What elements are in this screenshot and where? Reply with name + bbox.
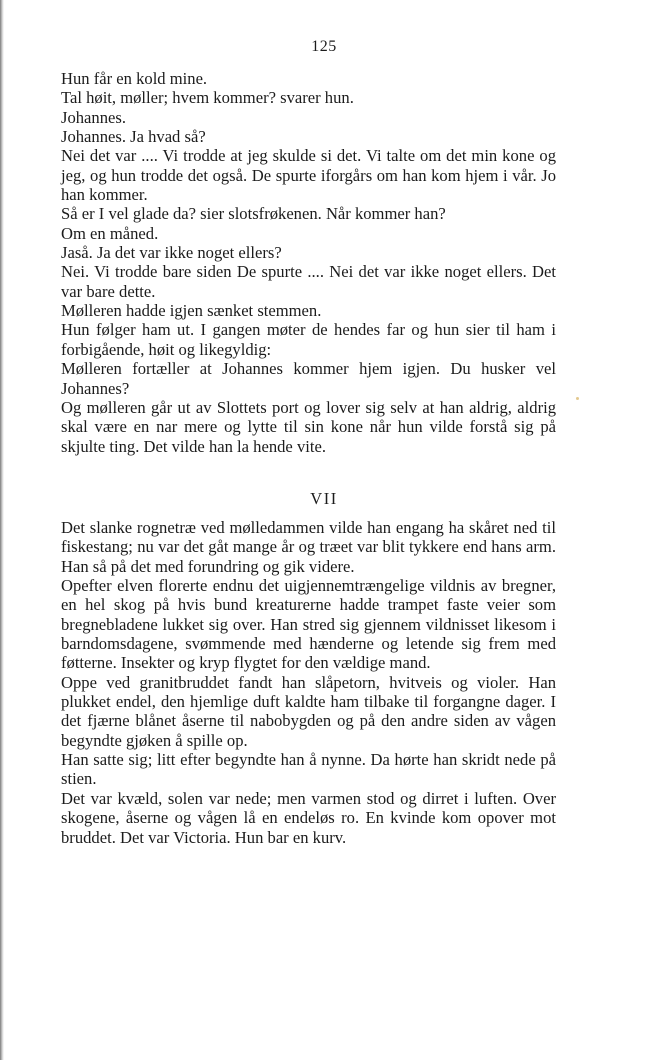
paragraph: Nei. Vi trodde bare siden De spurte .... Nei det var ikke noget ellers. Det var bare dette.: [61, 262, 556, 301]
text-section-two: [61, 518, 556, 847]
paragraph: Og mølleren går ut av Slottets port og lover sig selv at han aldrig, aldrig skal være en nar mere og lytte til sin kone når hun vilde forstå sig på skjulte ting. Det vilde han la hende vite.: [61, 397, 556, 456]
paragraph: Opefter elven florerte endnu det uigjennemtrængelige vildnis av bregner, en hel skog på hvis bund kreaturerne hadde trampet faste veier som bregnebladene lukket sig over. Han stred sig gjennem vildnisset likesom i barndomsdagene, svømmende med hænderne og letende sig frem med føtterne. Insekter og kryp flygtet for den vældige mand.: [61, 576, 556, 673]
text-section-one: [61, 69, 556, 456]
paragraph: Hun følger ham ut. I gangen møter de hendes far og hun sier til ham i forbigående, høit og likegyldig:: [61, 320, 556, 359]
paragraph: Oppe ved granitbruddet fandt han slåpetorn, hvitveis og violer. Han plukket endel, den hjemlige duft kaldte ham tilbake til forgangne dager. I det fjærne blånet åserne til nabobygden og på den andre siden av vågen begyndte gjøken å spille op.: [61, 672, 556, 750]
chapter-heading: VII: [310, 489, 338, 508]
paper-speck: [576, 397, 579, 400]
paragraph: Mølleren fortæller at Johannes kommer hjem igjen. Du husker vel Johannes?: [61, 359, 556, 398]
paragraph: Johannes. Ja hvad så?: [61, 127, 206, 147]
paragraph: Mølleren hadde igjen sænket stemmen.: [61, 301, 322, 321]
paragraph: Det var kvæld, solen var nede; men varmen stod og dirret i luften. Over skogene, åserne og vågen lå en endeløs ro. En kvinde kom opover mot bruddet. Det var Victoria. Hun bar en kurv.: [61, 788, 556, 847]
paragraph: Johannes.: [61, 107, 126, 127]
paragraph: Tal høit, møller; hvem kommer? svarer hun.: [61, 88, 354, 108]
page-binding-edge: [0, 0, 4, 1060]
paragraph: Så er I vel glade da? sier slotsfrøkenen. Når kommer han?: [61, 204, 446, 224]
paragraph: Nei det var .... Vi trodde at jeg skulde si det. Vi talte om det min kone og jeg, og hun trodde det også. De spurte iforgårs om han kom hjem i vår. Jo han kommer.: [61, 146, 556, 205]
page-number: 125: [311, 38, 337, 55]
paragraph: Jaså. Ja det var ikke noget ellers?: [61, 243, 282, 263]
paragraph: Hun får en kold mine.: [61, 69, 208, 88]
paragraph: Om en måned.: [61, 223, 159, 243]
paragraph: Det slanke rognetræ ved mølledammen vilde han engang ha skåret ned til fiskestang; nu var det gåt mange år og træet var blit tykkere end hans arm. Han så på det med forundring og gik videre.: [61, 518, 556, 576]
paragraph: Han satte sig; litt efter begyndte han å nynne. Da hørte han skridt nede på stien.: [61, 750, 556, 789]
